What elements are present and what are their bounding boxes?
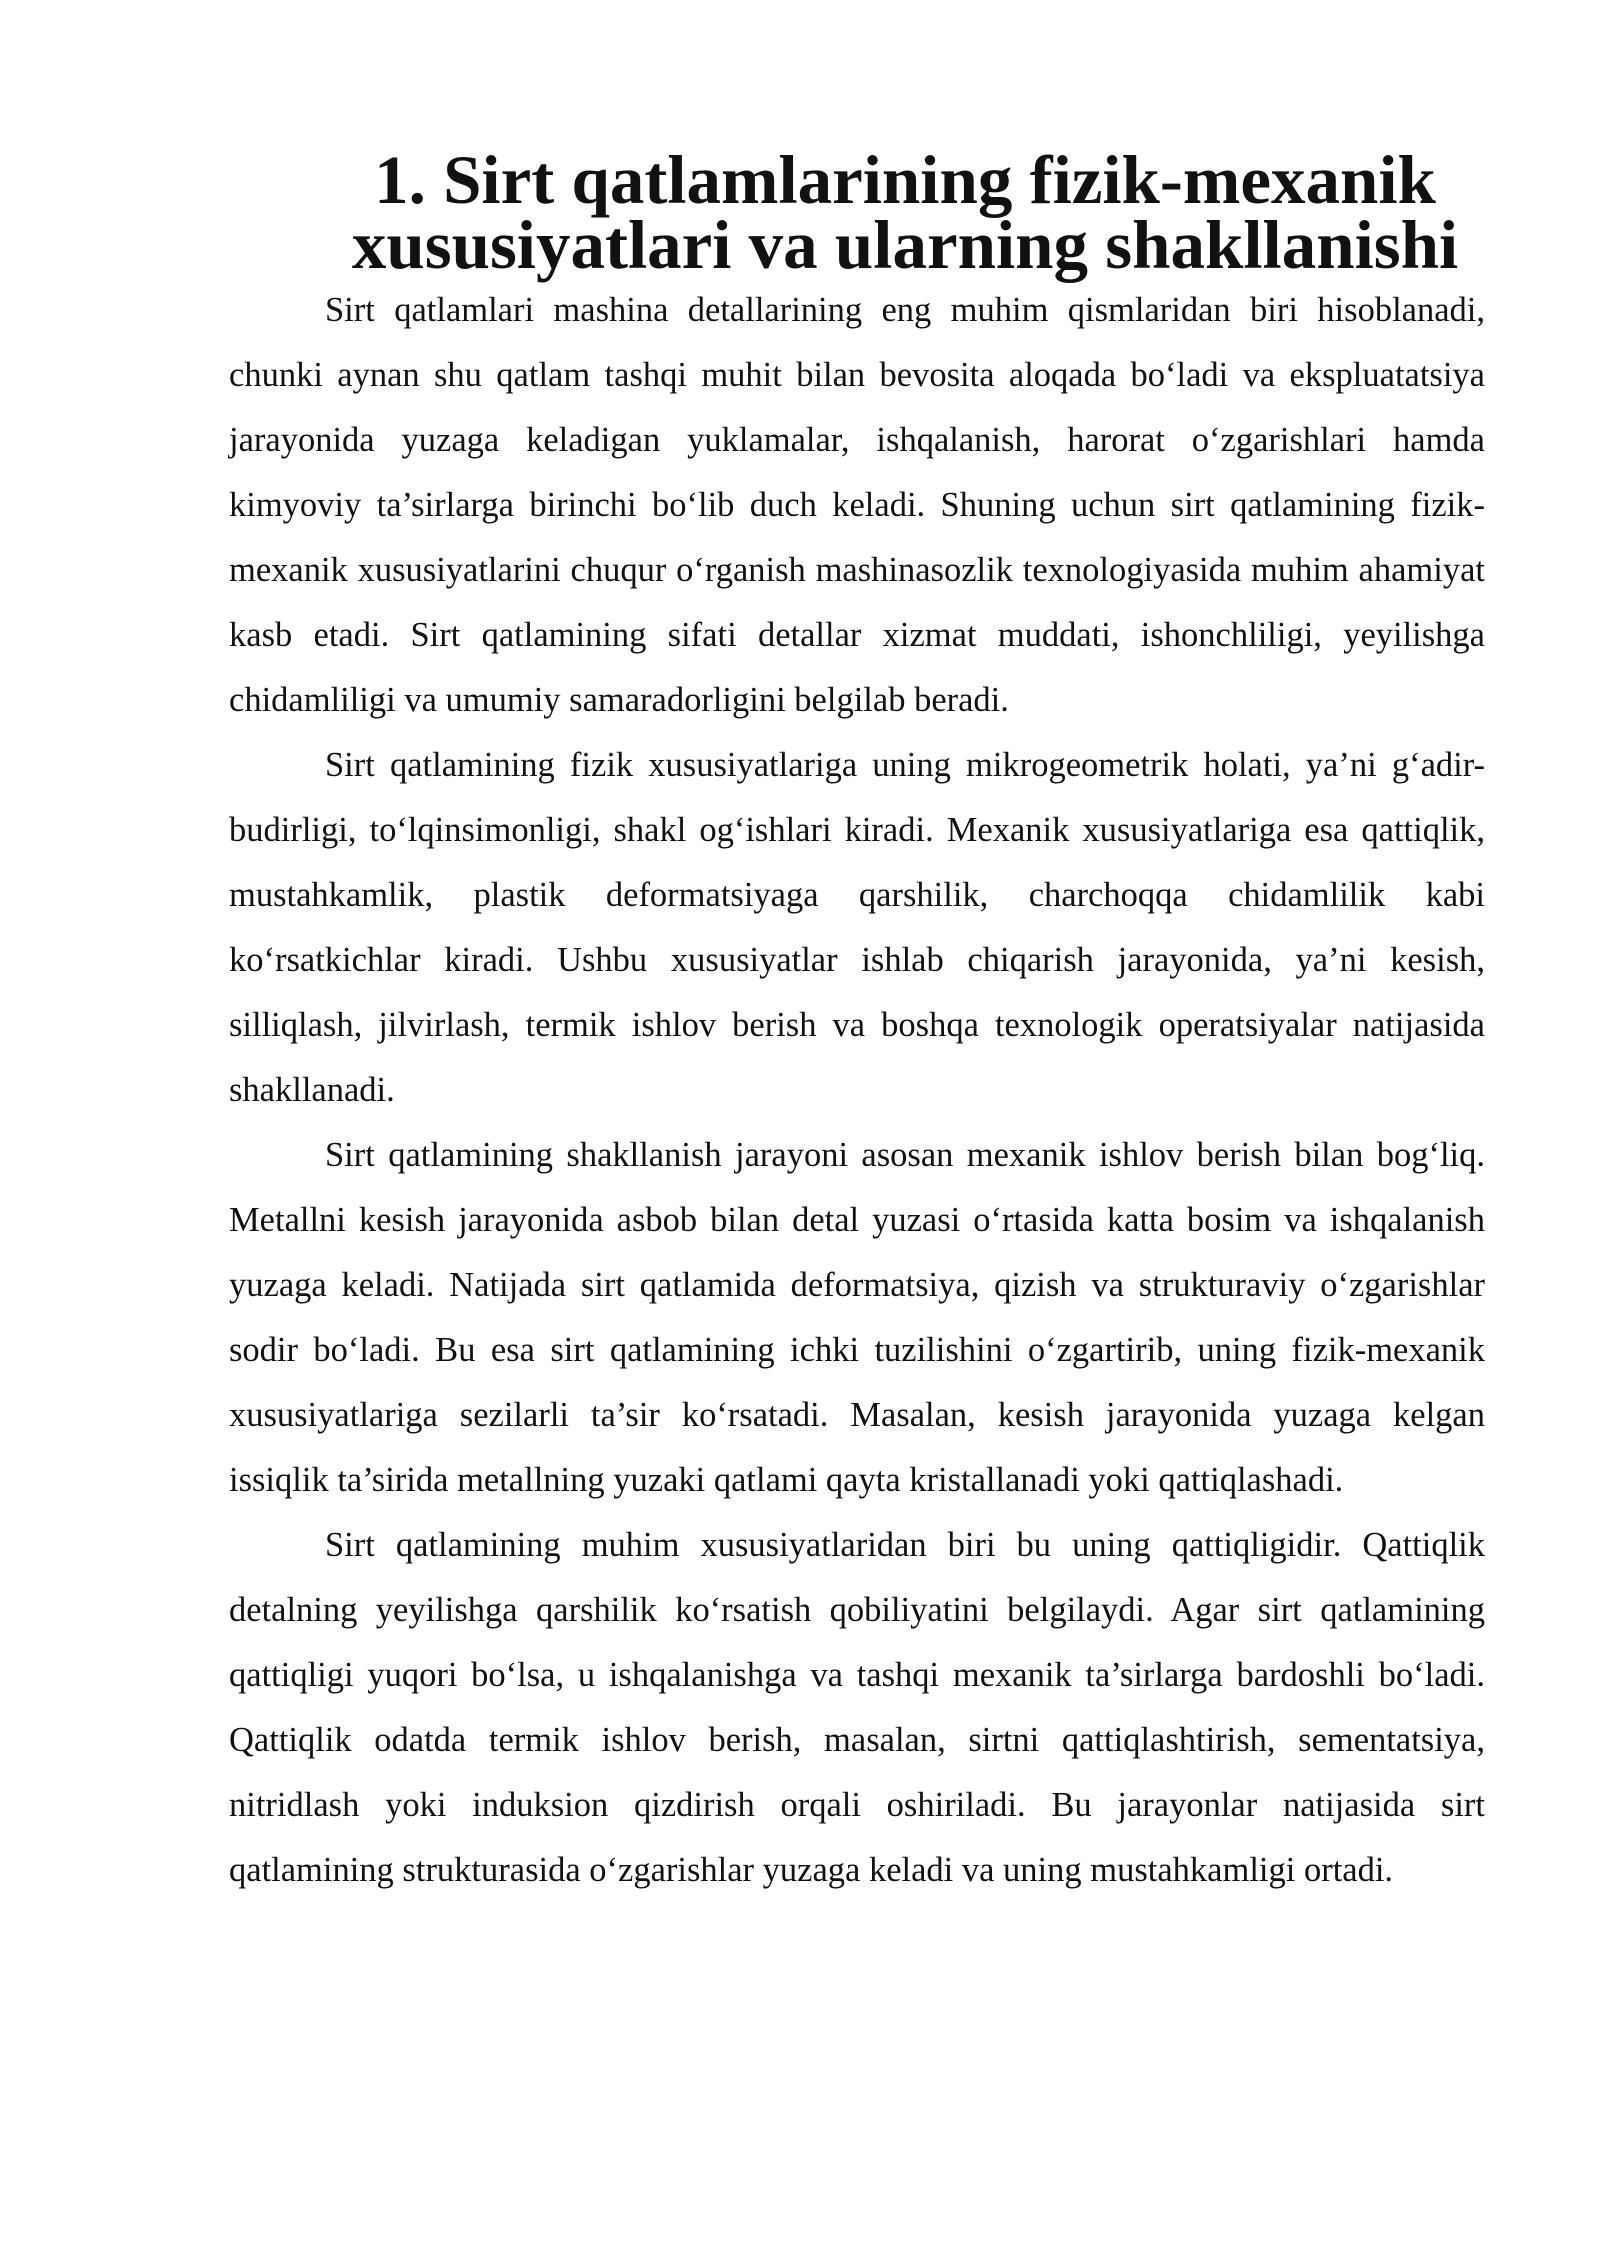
- section-heading: 1. Sirt qatlamlarining fizik-mexanik xususiyatlari va ularning shakllanishi: [351, 142, 1459, 283]
- document-page: [229, 142, 1485, 1903]
- paragraph-1: Sirt qatlamlari mashina detallarining eng muhim qismlaridan biri hisoblanadi, chunki aynan shu qatlam tashqi muhit bilan bevosita aloqada bo‘ladi va ekspluatatsiya jarayonida yuzaga keladigan yuklamalar, ishqalanish, harorat o‘zgarishlari hamda kimyoviy ta’sirlarga birinchi bo‘lib duch keladi. Shuning uchun sirt qatlamining fizik-mexanik xususiyatlarini chuqur o‘rganish mashinasozlik texnologiyasida muhim ahamiyat kasb etadi. Sirt qatlamining sifati detallar xizmat muddati, ishonchliligi, yeyilishga chidamliligi va umumiy samaradorligini belgilab beradi.: [229, 291, 1485, 719]
- paragraph-4: Sirt qatlamining muhim xususiyatlaridan biri bu uning qattiqligidir. Qattiqlik detalning yeyilishga qarshilik ko‘rsatish qobiliyatini belgilaydi. Agar sirt qatlamining qattiqligi yuqori bo‘lsa, u ishqalanishga va tashqi mexanik ta’sirlarga bardoshli bo‘ladi. Qattiqlik odatda termik ishlov berish, masalan, sirtni qattiqlashtirish, sementatsiya, nitridlash yoki induksion qizdirish orqali oshiriladi. Bu jarayonlar natijasida sirt qatlamining strukturasida o‘zgarishlar yuzaga keladi va uning mustahkamligi ortadi.: [229, 1526, 1485, 1889]
- paragraph-3: Sirt qatlamining shakllanish jarayoni asosan mexanik ishlov berish bilan bog‘liq. Metallni kesish jarayonida asbob bilan detal yuzasi o‘rtasida katta bosim va ishqalanish yuzaga keladi. Natijada sirt qatlamida deformatsiya, qizish va strukturaviy o‘zgarishlar sodir bo‘ladi. Bu esa sirt qatlamining ichki tuzilishini o‘zgartirib, uning fizik-mexanik xususiyatlariga sezilarli ta’sir ko‘rsatadi. Masalan, kesish jarayonida yuzaga kelgan issiqlik ta’sirida metallning yuzaki qatlami qayta kristallanadi yoki qattiqlashadi.: [229, 1136, 1485, 1499]
- paragraph-2: Sirt qatlamining fizik xususiyatlariga uning mikrogeometrik holati, ya’ni g‘adir-budirligi, to‘lqinsimonligi, shakl og‘ishlari kiradi. Mexanik xususiyatlariga esa qattiqlik, mustahkamlik, plastik deformatsiyaga qarshilik, charchoqqa chidamlilik kabi ko‘rsatkichlar kiradi. Ushbu xususiyatlar ishlab chiqarish jarayonida, ya’ni kesish, silliqlash, jilvirlash, termik ishlov berish va boshqa texnologik operatsiyalar natijasida shakllanadi.: [229, 746, 1485, 1109]
